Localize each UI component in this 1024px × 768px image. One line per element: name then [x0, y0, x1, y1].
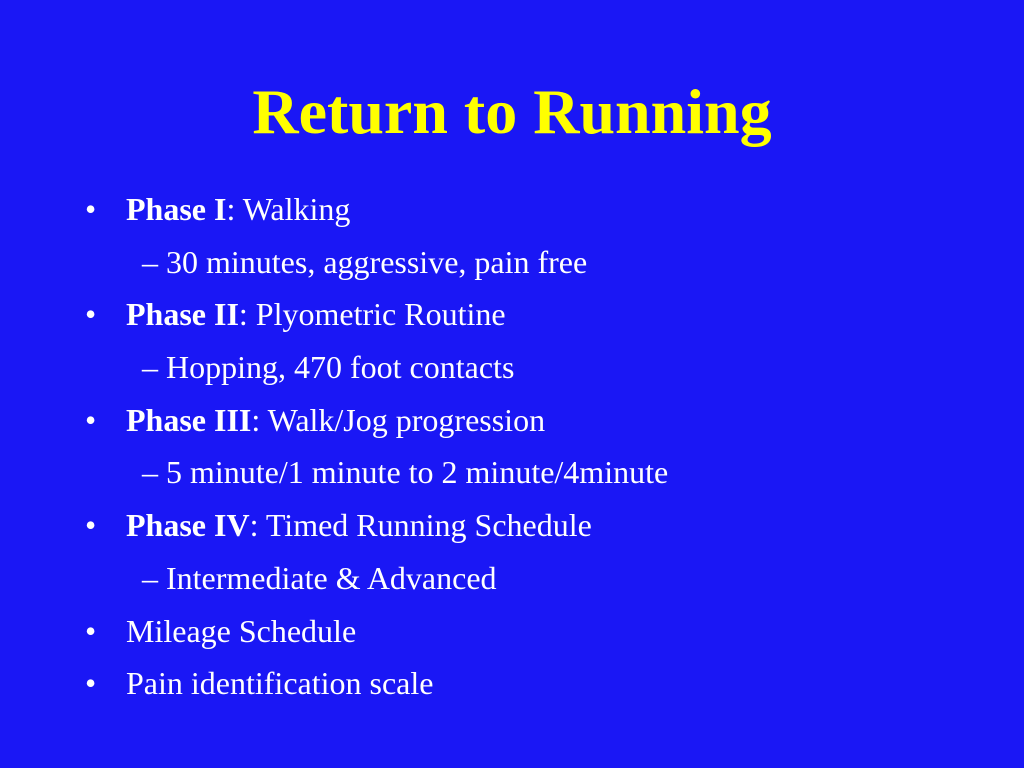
bullet-item-phase-4: [84, 499, 984, 552]
bullet-item-pain-scale: [84, 657, 984, 710]
bullet-lead-phase-4: Phase IV: [126, 507, 250, 544]
bullet-lead-phase-3: Phase III: [126, 401, 252, 438]
sub-item-phase-2-detail: [84, 341, 984, 394]
sub-item-phase-3-detail: [84, 446, 984, 499]
sub-item-text: – 5 minute/1 minute to 2 minute/4minute: [142, 454, 669, 491]
slide-title: Return to Running: [252, 76, 772, 147]
sub-item-text: – Intermediate & Advanced: [142, 559, 497, 596]
sub-item-phase-1-detail: [84, 236, 984, 289]
sub-item-phase-4-detail: [84, 552, 984, 605]
bullet-lead-phase-2: Phase II: [126, 296, 239, 333]
bullet-dot-icon: •: [85, 296, 97, 333]
bullet-text-mileage: Mileage Schedule: [126, 612, 357, 649]
bullet-text-pain-scale: Pain identification scale: [126, 665, 434, 702]
sub-item-text: – 30 minutes, aggressive, pain free: [142, 243, 588, 280]
bullet-text-phase-1: : Walking: [226, 191, 351, 227]
bullet-list: [84, 183, 984, 710]
bullet-dot-icon: •: [85, 401, 97, 438]
bullet-item-phase-3: [84, 394, 984, 447]
bullet-item-mileage: [84, 605, 984, 658]
bullet-dot-icon: •: [85, 507, 97, 544]
sub-item-text: – Hopping, 470 foot contacts: [142, 349, 515, 386]
bullet-item-phase-1: [84, 183, 984, 236]
bullet-text-phase-3: : Walk/Jog progression: [251, 401, 546, 438]
bullet-dot-icon: •: [85, 665, 97, 702]
bullet-text-phase-2: : Plyometric Routine: [238, 296, 506, 333]
bullet-dot-icon: •: [85, 612, 97, 649]
bullet-item-phase-2: [84, 288, 984, 341]
bullet-dot-icon: •: [85, 191, 97, 227]
bullet-text-phase-4: : Timed Running Schedule: [249, 507, 592, 544]
bullet-lead-phase-1: Phase I: [126, 191, 227, 227]
